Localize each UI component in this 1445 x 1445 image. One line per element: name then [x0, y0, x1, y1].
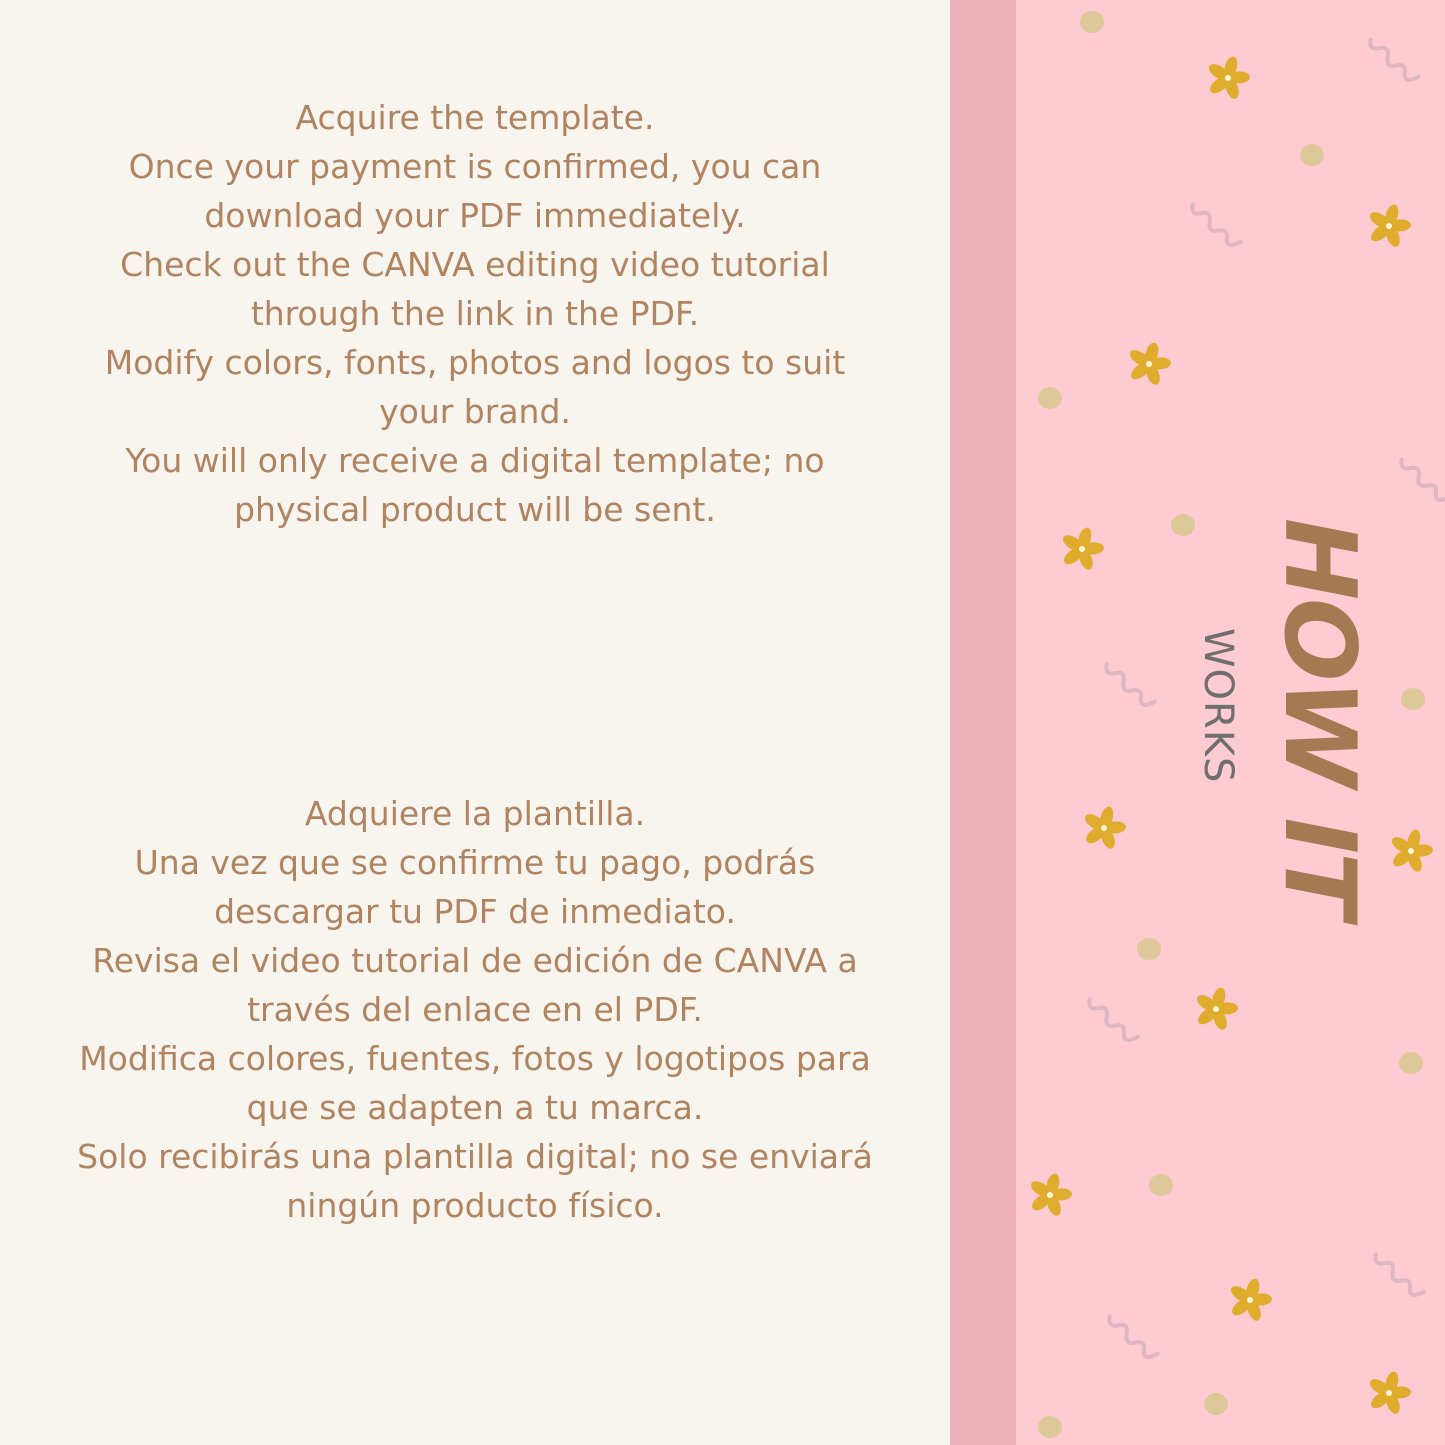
- english-line-8: You will only receive a digital template; no: [125, 441, 825, 480]
- english-line-2: Once your payment is confirmed, you can: [128, 147, 822, 186]
- dot-icon: [1038, 387, 1062, 409]
- flower-icon: [1389, 828, 1433, 873]
- squiggle-icon: [1368, 29, 1419, 89]
- flower-icon: [1082, 805, 1126, 850]
- title-works: WORKS: [1195, 628, 1241, 784]
- dot-icon: [1300, 144, 1324, 166]
- english-line-7: your brand.: [379, 392, 571, 431]
- title-how-it: HOW IT: [1262, 518, 1376, 917]
- spanish-line-6: Modifica colores, fuentes, fotos y logotipos para: [79, 1039, 871, 1078]
- spanish-line-3: descargar tu PDF de inmediato.: [214, 892, 736, 931]
- spanish-line-1: Adquiere la plantilla.: [304, 794, 646, 833]
- spanish-line-4: Revisa el video tutorial de edición de CANVA a: [92, 941, 858, 980]
- english-line-6: Modify colors, fonts, photos and logos to suit: [104, 343, 846, 382]
- dot-icon: [1204, 1393, 1228, 1415]
- squiggle-icon: [1087, 989, 1138, 1049]
- flower-icon: [1228, 1277, 1272, 1322]
- spanish-line-7: que se adapten a tu marca.: [246, 1088, 704, 1127]
- dot-icon: [1401, 688, 1425, 710]
- flower-icon: [1127, 341, 1171, 386]
- spanish-line-2: Una vez que se confirme tu pago, podrás: [134, 843, 816, 882]
- english-line-3: download your PDF immediately.: [204, 196, 746, 235]
- dot-icon: [1038, 1416, 1062, 1438]
- squiggle-icon: [1190, 194, 1241, 254]
- flower-icon: [1194, 986, 1238, 1031]
- squiggle-icon: [1107, 1306, 1158, 1366]
- dot-icon: [1399, 1052, 1423, 1074]
- dot-icon: [1080, 11, 1104, 33]
- dot-icon: [1149, 1174, 1173, 1196]
- flower-icon: [1028, 1172, 1072, 1217]
- spanish-instructions: [40, 789, 910, 1230]
- flower-icon: [1367, 203, 1411, 248]
- dot-icon: [1171, 514, 1195, 536]
- squiggle-icon: [1399, 449, 1445, 509]
- spanish-line-8: Solo recibirás una plantilla digital; no se enviará: [77, 1137, 873, 1176]
- flower-icon: [1060, 526, 1104, 571]
- english-instructions: [40, 93, 910, 534]
- spanish-line-9: ningún producto físico.: [286, 1186, 664, 1225]
- english-line-4: Check out the CANVA editing video tutorial: [120, 245, 830, 284]
- english-line-1: Acquire the template.: [295, 98, 655, 137]
- flower-icon: [1206, 55, 1250, 100]
- english-line-5: through the link in the PDF.: [250, 294, 700, 333]
- english-line-9: physical product will be sent.: [234, 490, 716, 529]
- squiggle-icon: [1104, 654, 1155, 714]
- spanish-line-5: través del enlace en el PDF.: [247, 990, 703, 1029]
- squiggle-icon: [1373, 1244, 1424, 1304]
- dot-icon: [1137, 938, 1161, 960]
- flower-icon: [1367, 1370, 1411, 1415]
